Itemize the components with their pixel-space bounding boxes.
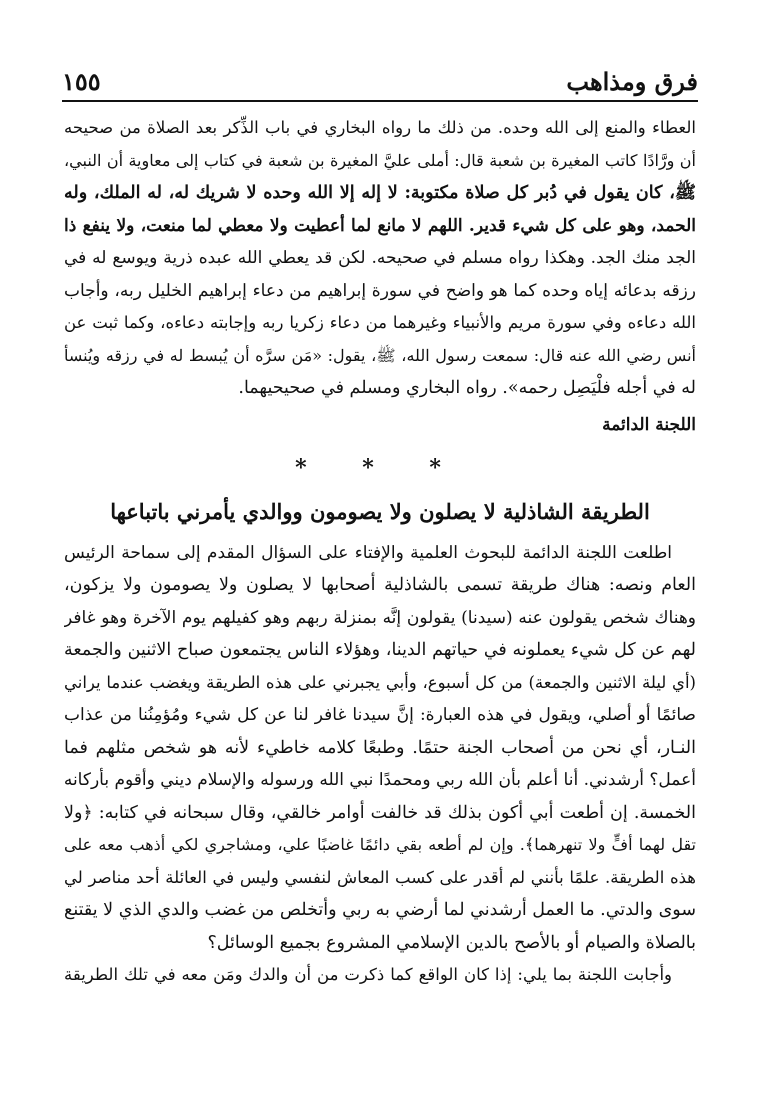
paragraph-line: الخمسة. إن أطعت أبي أكون بذلك قد خالفت أوامر خالقي، وقال سبحانه في كتابه: ﴿ولا <box>64 802 696 823</box>
paragraph-line: وهناك شخص يقولون عنه (سيدنا) يقولون إنَّه بمنزلة ربهم وهو كفيلهم يوم الآخرة وهو غافر <box>64 607 696 628</box>
section-separator: * * * <box>295 454 465 481</box>
paragraph-line: له في أجله فلْيَصِل رحمه». رواه البخاري ومسلم في صحيحيهما. <box>238 378 696 398</box>
paragraph-line: (أي ليلة الاثنين والجمعة) من كل أسبوع، وأبي يجبرني على هذه الطريقة ويغضب عندما يراني <box>64 672 696 692</box>
paragraph-line: العطاء والمنع إلى الله وحده. من ذلك ما رواه البخاري في باب الذِّكر بعد الصلاة من صحيحه <box>64 118 696 137</box>
header-rule <box>62 100 698 102</box>
paragraph-line: لهم عن كل شيء يعملونه في حياتهم الدينا، وهؤلاء الناس يجتمعون صباح الاثنين والجمعة <box>64 640 696 660</box>
answer-line: وأجابت اللجنة بما يلي: إذا كان الواقع كما ذكرت من أن والدك ومَن معه في تلك الطريقة <box>64 965 672 984</box>
page-header <box>62 58 698 102</box>
paragraph-line: ﷺ، كان يقول في دُبر كل صلاة مكتوبة: لا إله إلا الله وحده لا شريك له، له الملك، وله <box>64 183 696 203</box>
paragraph-line: بالصلاة والصيام أو بالأصح بالدين الإسلامي المشروع بجميع الوسائل؟ <box>207 932 696 953</box>
paragraph-line: الجد منك الجد. وهكذا رواه مسلم في صحيحه. لكن قد يعطي الله عبده ذرية ويوسع له في <box>64 248 696 268</box>
fatwa-heading: الطريقة الشاذلية لا يصلون ولا يصومون ووالدي يأمرني باتباعها <box>110 498 650 524</box>
paragraph-line: أعمل؟ أرشدني. أنا أعلم بأن الله ربي ومحمدًا نبي الله ورسوله والإسلام ديني وأقوم بأركانه <box>64 770 696 790</box>
paragraph-line: سوى والدتي. ما العمل أرشدني لما أرضي به ربي وأتخلص من غضب والدي الذي لا يقتنع <box>64 900 696 920</box>
paragraph-line: الله دعاءه وفي سورة مريم والأنبياء وغيرهما من دعاء زكريا ربه وإجابته دعاءه، وكما ثبت عن <box>64 313 696 332</box>
signature: اللجنة الدائمة <box>602 414 696 435</box>
paragraph-line: هذه الطريقة. علمًا بأنني لم أقدر على كسب المعاش لنفسي وليس في العائلة أحد مناصر لي <box>64 867 696 887</box>
paragraph-line: النـار، أي نحن من أصحاب الجنة حتمًا. وطبعًا كلامه خاطيء لأنه هو شخص مثلهم فما <box>64 737 696 758</box>
paragraph-line: أن ورَّادًا كاتب المغيرة بن شعبة قال: أملى عليَّ المغيرة بن شعبة في كتاب إلى معاوية أن النبي، <box>64 150 696 170</box>
paragraph-line: صائمًا أو أصلي، ويقول في هذه العبارة: إنَّ سيدنا غافر لنا عن كل شيء ومُؤمِنُنا من عذاب <box>64 705 696 725</box>
page-number: ١٥٥ <box>62 67 101 96</box>
page-body <box>64 112 696 992</box>
paragraph-line: رزقه بدعائه إياه وحده كما هو واضح في سورة إبراهيم من دعاء إبراهيم الخليل ربه، وأجاب <box>64 280 696 301</box>
paragraph-line: تقل لهما أفٍّ ولا تنهرهما﴾. وإن لم أطعه بقي دائمًا غاضبًا علي، ومشاجري لكي أذهب معه على <box>64 835 696 854</box>
paragraph-line: العام ونصه: هناك طريقة تسمى بالشاذلية أصحابها لا يصلون ولا يصومون ولا يزكون، <box>64 575 696 595</box>
paragraph-line: أنس رضي الله عنه قال: سمعت رسول الله، ﷺ، يقول: «مَن سرَّه أن يُبسط له في رزقه ويُنسأ <box>64 345 696 365</box>
paragraph-line: الحمد، وهو على كل شيء قدير. اللهم لا مانع لما أعطيت ولا معطي لما منعت، ولا ينفع ذا <box>64 215 696 236</box>
paragraph-line: اطلعت اللجنة الدائمة للبحوث العلمية والإفتاء على السؤال المقدم إلى سماحة الرئيس <box>64 542 672 563</box>
running-title: فرق ومذاهب <box>566 67 698 96</box>
